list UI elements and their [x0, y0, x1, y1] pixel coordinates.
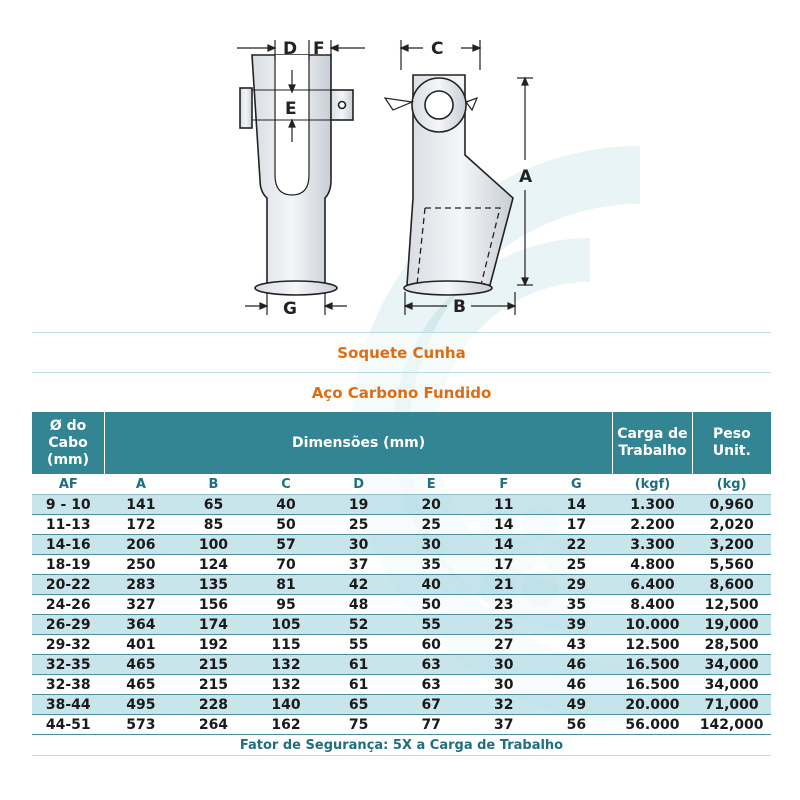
table-cell: 25 [322, 515, 395, 535]
table-cell: 30 [467, 655, 540, 675]
table-row [32, 595, 771, 615]
table-cell: 140 [250, 695, 323, 715]
table-cell: 65 [177, 495, 250, 515]
table-cell: 20 [395, 495, 468, 515]
dimension-label-d: D [283, 39, 298, 59]
table-row [32, 675, 771, 695]
unit-cell: (kg) [692, 474, 771, 495]
table-cell: 75 [322, 715, 395, 735]
table-cell: 14 [540, 495, 613, 515]
unit-cell: A [105, 474, 178, 495]
dimension-label-f: F [313, 39, 325, 59]
table-cell: 25 [467, 615, 540, 635]
table-cell: 61 [322, 675, 395, 695]
table-cell: 142,000 [692, 715, 771, 735]
table-cell: 55 [395, 615, 468, 635]
table-cell: 156 [177, 595, 250, 615]
table-cell: 228 [177, 695, 250, 715]
table-cell: 14-16 [32, 535, 105, 555]
safety-factor-note: Fator de Segurança: 5X a Carga de Trabalho [32, 735, 771, 756]
table-cell: 52 [322, 615, 395, 635]
table-cell: 60 [395, 635, 468, 655]
table-cell: 38-44 [32, 695, 105, 715]
table-cell: 5,560 [692, 555, 771, 575]
table-cell: 39 [540, 615, 613, 635]
table-cell: 132 [250, 655, 323, 675]
table-cell: 35 [540, 595, 613, 615]
table-cell: 25 [540, 555, 613, 575]
table-cell: 70 [250, 555, 323, 575]
table-cell: 16.500 [613, 675, 693, 695]
table-row [32, 635, 771, 655]
table-cell: 34,000 [692, 675, 771, 695]
table-cell: 8.400 [613, 595, 693, 615]
table-cell: 465 [105, 675, 178, 695]
table-cell: 32-35 [32, 655, 105, 675]
table-cell: 19 [322, 495, 395, 515]
table-cell: 23 [467, 595, 540, 615]
table-cell: 9 - 10 [32, 495, 105, 515]
table-cell: 12.500 [613, 635, 693, 655]
unit-cell: B [177, 474, 250, 495]
table-cell: 71,000 [692, 695, 771, 715]
table-cell: 37 [467, 715, 540, 735]
table-cell: 67 [395, 695, 468, 715]
table-cell: 56.000 [613, 715, 693, 735]
unit-cell: D [322, 474, 395, 495]
table-cell: 250 [105, 555, 178, 575]
table-cell: 34,000 [692, 655, 771, 675]
table-cell: 65 [322, 695, 395, 715]
table-cell: 135 [177, 575, 250, 595]
table-cell: 283 [105, 575, 178, 595]
table-row [32, 655, 771, 675]
table-subtitle: Aço Carbono Fundido [32, 373, 771, 413]
table-cell: 57 [250, 535, 323, 555]
table-cell: 124 [177, 555, 250, 575]
table-cell: 20.000 [613, 695, 693, 715]
table-cell: 132 [250, 675, 323, 695]
table-cell: 573 [105, 715, 178, 735]
table-cell: 50 [250, 515, 323, 535]
table-cell: 43 [540, 635, 613, 655]
table-cell: 10.000 [613, 615, 693, 635]
table-row [32, 575, 771, 595]
table-cell: 4.800 [613, 555, 693, 575]
table-cell: 46 [540, 655, 613, 675]
table-cell: 364 [105, 615, 178, 635]
header-cable-diameter: Ø do Cabo (mm) [32, 412, 105, 474]
table-cell: 206 [105, 535, 178, 555]
table-cell: 105 [250, 615, 323, 635]
table-cell: 95 [250, 595, 323, 615]
table-cell: 115 [250, 635, 323, 655]
table-cell: 327 [105, 595, 178, 615]
table-cell: 11 [467, 495, 540, 515]
table-row [32, 515, 771, 535]
table-cell: 162 [250, 715, 323, 735]
dimension-label-c: C [431, 39, 444, 59]
header-dimensions: Dimensões (mm) [105, 412, 613, 474]
table-cell: 30 [467, 675, 540, 695]
unit-cell: E [395, 474, 468, 495]
table-cell: 401 [105, 635, 178, 655]
table-cell: 40 [250, 495, 323, 515]
table-cell: 3,200 [692, 535, 771, 555]
table-row [32, 615, 771, 635]
table-cell: 17 [467, 555, 540, 575]
socket-dimension-diagram [225, 30, 555, 330]
table-cell: 28,500 [692, 635, 771, 655]
table-cell: 6.400 [613, 575, 693, 595]
table-cell: 25 [395, 515, 468, 535]
table-cell: 172 [105, 515, 178, 535]
table-cell: 26-29 [32, 615, 105, 635]
table-row [32, 695, 771, 715]
front-view [240, 55, 353, 295]
table-cell: 8,600 [692, 575, 771, 595]
table-cell: 40 [395, 575, 468, 595]
table-cell: 32-38 [32, 675, 105, 695]
table-cell: 63 [395, 655, 468, 675]
table-cell: 100 [177, 535, 250, 555]
table-row [32, 495, 771, 515]
table-cell: 141 [105, 495, 178, 515]
table-cell: 215 [177, 675, 250, 695]
table-cell: 12,500 [692, 595, 771, 615]
header-working-load: Carga de Trabalho [613, 412, 693, 474]
table-cell: 24-26 [32, 595, 105, 615]
unit-cell: C [250, 474, 323, 495]
table-cell: 22 [540, 535, 613, 555]
unit-cell: AF [32, 474, 105, 495]
dimension-label-a: A [519, 167, 533, 187]
table-cell: 85 [177, 515, 250, 535]
table-cell: 63 [395, 675, 468, 695]
table-cell: 0,960 [692, 495, 771, 515]
table-cell: 46 [540, 675, 613, 695]
unit-cell: G [540, 474, 613, 495]
table-cell: 3.300 [613, 535, 693, 555]
table-cell: 42 [322, 575, 395, 595]
specification-table [32, 332, 771, 756]
table-cell: 77 [395, 715, 468, 735]
table-cell: 215 [177, 655, 250, 675]
table-cell: 50 [395, 595, 468, 615]
dimension-label-e: E [285, 99, 297, 119]
table-cell: 264 [177, 715, 250, 735]
table-cell: 11-13 [32, 515, 105, 535]
table-cell: 81 [250, 575, 323, 595]
table-cell: 55 [322, 635, 395, 655]
table-body [32, 495, 771, 735]
table-cell: 495 [105, 695, 178, 715]
table-cell: 37 [322, 555, 395, 575]
table-cell: 48 [322, 595, 395, 615]
table-cell: 56 [540, 715, 613, 735]
table-cell: 35 [395, 555, 468, 575]
unit-cell: (kgf) [613, 474, 693, 495]
header-unit-weight: Peso Unit. [692, 412, 771, 474]
table-cell: 2.200 [613, 515, 693, 535]
table-cell: 27 [467, 635, 540, 655]
table-cell: 44-51 [32, 715, 105, 735]
table-cell: 30 [322, 535, 395, 555]
table-row [32, 535, 771, 555]
table-cell: 174 [177, 615, 250, 635]
table-cell: 14 [467, 535, 540, 555]
table-cell: 29 [540, 575, 613, 595]
table-cell: 61 [322, 655, 395, 675]
table-cell: 20-22 [32, 575, 105, 595]
table-cell: 465 [105, 655, 178, 675]
dimension-label-g: G [283, 299, 297, 319]
units-row [32, 474, 771, 495]
table-cell: 32 [467, 695, 540, 715]
table-cell: 21 [467, 575, 540, 595]
table-row [32, 555, 771, 575]
table-cell: 16.500 [613, 655, 693, 675]
table-cell: 2,020 [692, 515, 771, 535]
table-cell: 17 [540, 515, 613, 535]
table-cell: 18-19 [32, 555, 105, 575]
table-cell: 49 [540, 695, 613, 715]
dimension-label-b: B [453, 297, 466, 317]
table-cell: 30 [395, 535, 468, 555]
table-cell: 14 [467, 515, 540, 535]
table-title: Soquete Cunha [32, 333, 771, 373]
unit-cell: F [467, 474, 540, 495]
table-cell: 19,000 [692, 615, 771, 635]
table-cell: 1.300 [613, 495, 693, 515]
table-cell: 192 [177, 635, 250, 655]
table-cell: 29-32 [32, 635, 105, 655]
table-row [32, 715, 771, 735]
side-view [385, 75, 513, 295]
